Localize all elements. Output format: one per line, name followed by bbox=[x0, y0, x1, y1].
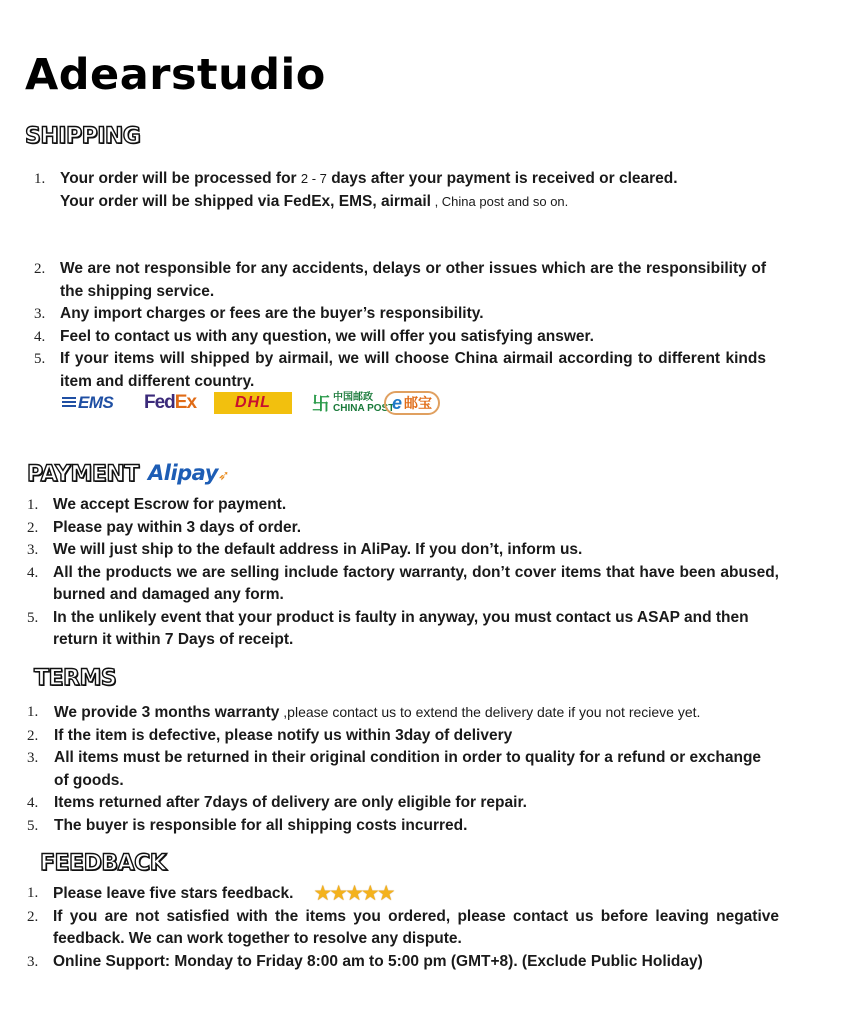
item-number: 1. bbox=[27, 497, 39, 513]
brand-title: Adearstudio bbox=[25, 50, 326, 100]
item-number: 2. bbox=[27, 727, 39, 744]
item-number: 5. bbox=[34, 351, 46, 367]
list-item bbox=[27, 701, 847, 725]
star-icon: ★ bbox=[345, 882, 364, 905]
item-number: 2. bbox=[27, 908, 39, 925]
list-item bbox=[27, 792, 847, 815]
item-number: 2. bbox=[27, 519, 39, 536]
shipping-heading: SHIPPING bbox=[25, 124, 141, 149]
item-number: 3. bbox=[27, 750, 39, 766]
fedex-logo: Fed Ex bbox=[144, 392, 197, 413]
item-number: 5. bbox=[27, 609, 39, 626]
item-text: Please leave five stars feedback. ★★★★★ bbox=[53, 882, 396, 905]
list-item bbox=[27, 562, 779, 607]
item-text: We will just ship to the default address in AliPay. If you don’t, inform us. bbox=[53, 541, 583, 558]
list-item bbox=[27, 494, 779, 517]
list-item bbox=[27, 906, 779, 951]
item-text: If the item is defective, please notify us within 3day of delivery bbox=[54, 726, 513, 744]
terms-heading: TERMS bbox=[34, 666, 117, 691]
item-number: 4. bbox=[27, 564, 39, 581]
item-number: 2. bbox=[34, 261, 46, 277]
list-item bbox=[27, 882, 779, 906]
item-number: 1. bbox=[34, 171, 46, 187]
list-item bbox=[27, 747, 779, 792]
star-icon: ★ bbox=[313, 882, 333, 905]
list-item bbox=[27, 951, 779, 974]
feedback-list bbox=[27, 882, 779, 973]
item-text: In the unlikely event that your product is faulty in anyway, you must contact us ASAP and then return it within 7 Days of receipt. bbox=[53, 608, 749, 648]
list-item bbox=[27, 815, 847, 838]
item-text: We are not responsible for any accidents, delays or other issues which are the responsibility of the shipping service. bbox=[60, 260, 766, 300]
item-number: 3. bbox=[34, 306, 46, 322]
china-post-icon: 卐 bbox=[312, 394, 330, 414]
item-number: 3. bbox=[27, 542, 39, 558]
star-icon: ★ bbox=[360, 882, 380, 905]
list-item bbox=[34, 326, 766, 349]
ems-stripes-icon bbox=[62, 397, 76, 409]
alipay-swoosh-icon: ➶ bbox=[217, 468, 230, 484]
carrier-logos bbox=[62, 388, 462, 418]
item-text: If your items will shipped by airmail, we will choose China airmail according to different kinds item and different country. bbox=[60, 350, 766, 390]
star-icon: ★ bbox=[329, 882, 349, 905]
list-item bbox=[27, 725, 847, 748]
item-text: Any import charges or fees are the buyer’s responsibility. bbox=[60, 305, 484, 322]
list-item bbox=[34, 348, 766, 393]
ems-logo: EMS bbox=[62, 388, 113, 418]
item-text: The buyer is responsible for all shipping costs incurred. bbox=[54, 816, 468, 834]
shipping-list bbox=[34, 168, 766, 213]
item-text-line2: Your order will be shipped via FedEx, EMS, airmail , China post and so on. bbox=[60, 192, 569, 210]
item-text: Online Support: Monday to Friday 8:00 am to 5:00 pm (GMT+8). (Exclude Public Holiday) bbox=[53, 952, 703, 970]
item-text: Your order will be processed for 2 - 7 days after your payment is received or cleared. bbox=[60, 170, 678, 187]
item-number: 1. bbox=[27, 704, 39, 720]
item-text: All the products we are selling include factory warranty, don’t cover items that have been abused, burned and damaged any form. bbox=[53, 563, 779, 603]
payment-list bbox=[27, 494, 779, 652]
item-text: Items returned after 7days of delivery are only eligible for repair. bbox=[54, 794, 527, 811]
item-number: 3. bbox=[27, 953, 39, 970]
five-star-rating bbox=[313, 882, 396, 905]
list-item bbox=[27, 517, 779, 540]
dhl-logo: DHL bbox=[214, 392, 292, 414]
china-post-logo: 卐 中国邮政 CHINA POST bbox=[312, 392, 395, 414]
item-number: 1. bbox=[27, 885, 39, 901]
payment-heading: PAYMENT bbox=[27, 462, 139, 487]
item-text: Feel to contact us with any question, we will offer you satisfying answer. bbox=[60, 327, 594, 345]
terms-list bbox=[27, 701, 847, 837]
list-item bbox=[27, 539, 779, 562]
feedback-heading: FEEDBACK bbox=[40, 851, 167, 876]
list-item bbox=[34, 168, 766, 213]
shipping-list-continued bbox=[34, 258, 766, 393]
item-text: All items must be returned in their original condition in order to quality for a refund or exchange of goods. bbox=[54, 749, 762, 789]
alipay-logo: Alipay➶ bbox=[148, 461, 230, 485]
item-text: We accept Escrow for payment. bbox=[53, 496, 287, 513]
item-text: We provide 3 months warranty ,please contact us to extend the delivery date if you not recieve yet. bbox=[54, 704, 701, 721]
list-item bbox=[34, 303, 766, 326]
item-number: 5. bbox=[27, 817, 39, 834]
epost-logo: e 邮宝 bbox=[384, 391, 440, 415]
list-item bbox=[27, 607, 779, 652]
item-text: Please pay within 3 days of order. bbox=[53, 518, 302, 536]
list-item bbox=[34, 258, 766, 303]
item-number: 4. bbox=[34, 328, 46, 345]
item-number: 4. bbox=[27, 795, 39, 811]
item-text: If you are not satisfied with the items you ordered, please contact us before leaving negative feedback. We can work together to resolve any dispute. bbox=[53, 907, 779, 947]
star-icon: ★ bbox=[376, 882, 396, 905]
